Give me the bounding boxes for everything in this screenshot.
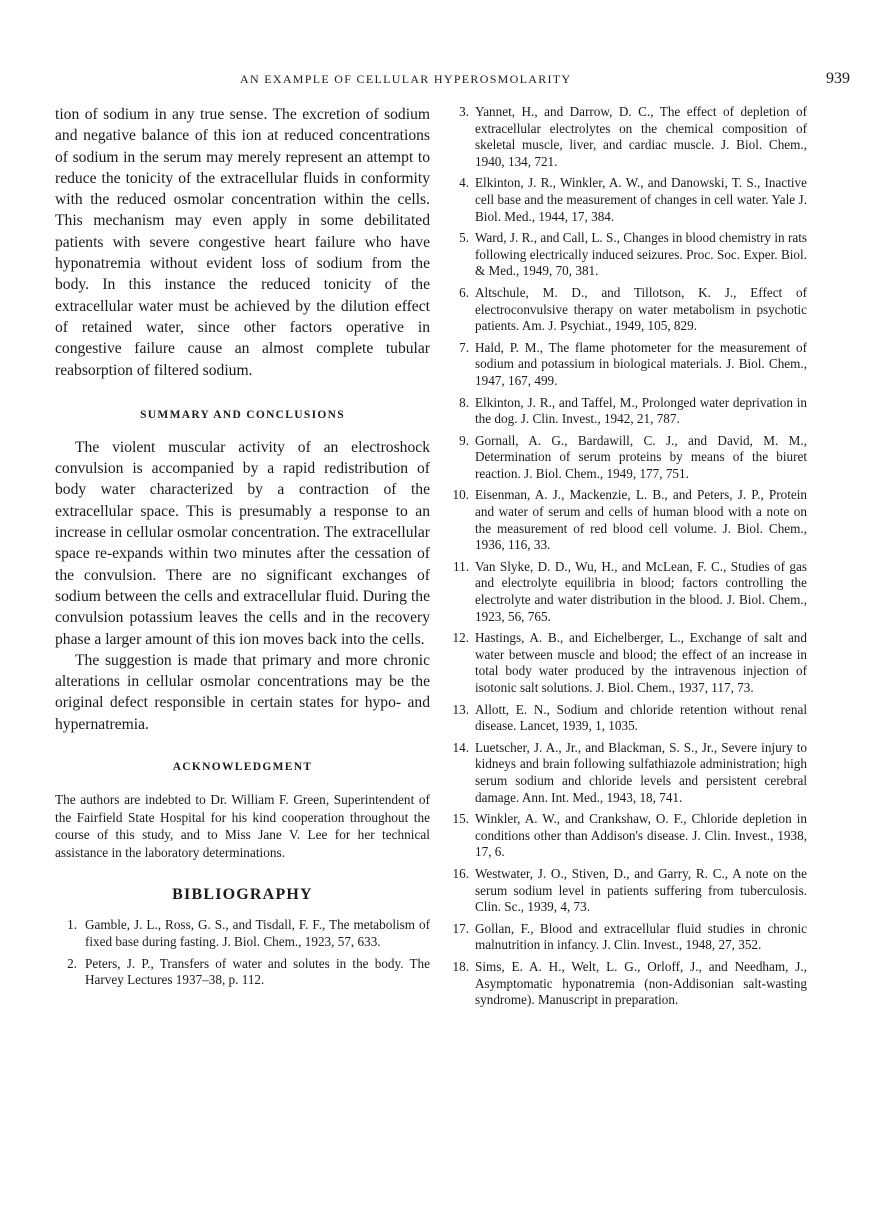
reference-text: Hastings, A. B., and Eichelberger, L., Exchange of salt and water between muscle and blood; the effect of an increase in total body water produced by the intravenous injection of isotonic salt solutions. J. Biol. Chem., 1937, 117, 73. (475, 630, 807, 695)
summary-heading: SUMMARY AND CONCLUSIONS (140, 408, 345, 421)
reference-item (449, 866, 807, 916)
reference-text: Luetscher, J. A., Jr., and Blackman, S. S., Jr., Severe injury to kidneys and brain following sulfathiazole administration; high serum sodium and chloride levels and persistent cerebral damage. Ann. Int. Med., 1943, 18, 741. (475, 739, 807, 805)
reference-number: 7. (459, 339, 469, 355)
reference-item (55, 956, 430, 989)
summary-paragraph: The suggestion is made that primary and more chronic alterations in cellular osmolar concentrations may be the original defect responsible in certain states for hypo- and hypernatremia. (55, 651, 430, 733)
reference-item (449, 921, 807, 954)
reference-number: 8. (459, 394, 469, 410)
reference-item (55, 917, 430, 950)
reference-item (449, 487, 807, 553)
reference-number: 11. (453, 558, 469, 574)
reference-text: Gornall, A. G., Bardawill, C. J., and David, M. M., Determination of serum proteins by means of the biuret reaction. J. Biol. Chem., 1949, 177, 751. (475, 432, 807, 481)
reference-number: 4. (459, 175, 469, 191)
reference-number: 5. (459, 230, 469, 246)
reference-item (449, 433, 807, 483)
reference-number: 13. (452, 701, 469, 717)
intro-paragraph: tion of sodium in any true sense. The excretion of sodium and negative balance of this ion at reduced concentrations of sodium in the serum may merely represent an attempt to reduce the tonicity of the extracellular fluids in conformity with the reduced osmolar concentration within the cells. This mechanism may even apply in some debilitated patients with severe congestive heart failure who have hyponatremia without evident loss of sodium from the body. In this instance the reduced tonicity of the extracellular water must be achieved by the dilution effect of retained water, since other factors operative in congestive failure cause an almost complete tubular reabsorption of filtered sodium. (55, 106, 430, 379)
left-column (55, 104, 430, 989)
reference-number: 16. (452, 865, 469, 881)
reference-item (449, 630, 807, 696)
reference-item (449, 104, 807, 170)
reference-list-right (449, 104, 807, 1009)
reference-number: 14. (452, 739, 469, 755)
acknowledgment-text: The authors are indebted to Dr. William F. Green, Superintendent of the Fairfield State Hospital for his kind cooperation throughout the course of this study, and to Miss Jane V. Lee for her technical assistance in the laboratory determinations. (55, 792, 430, 860)
reference-number: 1. (67, 917, 77, 933)
reference-number: 2. (67, 955, 77, 971)
reference-text: Sims, E. A. H., Welt, L. G., Orloff, J., and Needham, J., Asymptomatic hyponatremia (non-Addisonian salt-wasting syndrome). Manuscript in preparation. (475, 958, 807, 1008)
reference-number: 17. (452, 920, 469, 936)
reference-number: 15. (452, 811, 469, 827)
reference-text: Allott, E. N., Sodium and chloride retention without renal disease. Lancet, 1939, 1, 1035. (475, 701, 807, 734)
reference-item (449, 395, 807, 428)
reference-number: 10. (452, 487, 469, 503)
reference-number: 12. (452, 630, 469, 646)
reference-text: Gamble, J. L., Ross, G. S., and Tisdall, F. F., The metabolism of fixed base during fasting. J. Biol. Chem., 1923, 57, 633. (85, 917, 430, 949)
reference-text: Van Slyke, D. D., Wu, H., and McLean, F. C., Studies of gas and electrolyte equilibria in blood; factors controlling the electrolyte and water distribution in the blood. J. Biol. Chem., 1923, 56, 765. (475, 558, 807, 624)
reference-number: 3. (459, 104, 469, 119)
reference-number: 9. (459, 432, 469, 448)
reference-item (449, 175, 807, 225)
reference-text: Elkinton, J. R., Winkler, A. W., and Danowski, T. S., Inactive cell base and the measurement of changes in cell water. Yale J. Biol. Med., 1944, 17, 384. (475, 175, 807, 224)
running-head: AN EXAMPLE OF CELLULAR HYPEROSMOLARITY (240, 72, 572, 86)
right-column (449, 104, 807, 1014)
reference-text: Winkler, A. W., and Crankshaw, O. F., Chloride depletion in conditions other than Addison's disease. J. Clin. Invest., 1938, 17, 6. (475, 811, 807, 860)
reference-text: Peters, J. P., Transfers of water and solutes in the body. The Harvey Lectures 1937–38, p. 112. (85, 955, 430, 988)
reference-text: Westwater, J. O., Stiven, D., and Garry, R. C., A note on the serum sodium level in patients suffering from tuberculosis. Clin. Sc., 1939, 4, 73. (475, 865, 807, 915)
summary-section (55, 437, 430, 735)
reference-item (449, 959, 807, 1009)
acknowledgment-heading: ACKNOWLEDGMENT (172, 761, 313, 774)
reference-list-left (55, 917, 430, 988)
reference-item (449, 285, 807, 335)
reference-number: 18. (452, 958, 469, 974)
reference-text: Altschule, M. D., and Tillotson, K. J., Effect of electroconvulsive therapy on water metabolism in psychotic patients. Am. J. Psychiat., 1949, 105, 829. (475, 284, 807, 334)
reference-text: Ward, J. R., and Call, L. S., Changes in blood chemistry in rats following electrically induced seizures. Proc. Soc. Exper. Biol. & Med., 1949, 70, 381. (475, 230, 807, 279)
reference-item (449, 811, 807, 861)
reference-item (449, 702, 807, 735)
reference-item (449, 340, 807, 390)
reference-number: 6. (459, 284, 469, 300)
bibliography-heading: BIBLIOGRAPHY (172, 886, 313, 904)
reference-item (449, 230, 807, 280)
reference-text: Elkinton, J. R., and Taffel, M., Prolonged water deprivation in the dog. J. Clin. Invest., 1942, 21, 787. (475, 394, 807, 427)
reference-text: Hald, P. M., The flame photometer for the measurement of sodium and potassium in biological materials. J. Biol. Chem., 1947, 167, 499. (475, 339, 807, 388)
reference-text: Gollan, F., Blood and extracellular fluid studies in chronic malnutrition in infancy. J. Clin. Invest., 1948, 27, 352. (475, 920, 807, 953)
reference-text: Eisenman, A. J., Mackenzie, L. B., and Peters, J. P., Protein and water of serum and cells of human blood with a note on the measurement of red blood cell volume. J. Biol. Chem., 1936, 116, 33. (475, 487, 807, 553)
page-header (240, 72, 850, 92)
summary-paragraph: The violent muscular activity of an electroshock convulsion is accompanied by a rapid redistribution of body water characterized by a contraction of the extracellular space. This is presumably a response to an increase in cellular osmolar concentration. The extracellular space re-expands within two minutes after the cessation of the convulsion. There are no significant exchanges of sodium between the cells and extracellular fluid. During the convulsion potassium leaves the cells and in the recovery phase a larger amount of this ion moves back into the cells. (55, 438, 430, 648)
reference-item (449, 559, 807, 625)
reference-item (449, 740, 807, 806)
reference-text: Yannet, H., and Darrow, D. C., The effect of depletion of extracellular electrolytes on the chemical composition of skeletal muscle, liver, and cardiac muscle. J. Biol. Chem., 1940, 134, 721. (475, 104, 807, 169)
page-number: 939 (826, 70, 850, 87)
